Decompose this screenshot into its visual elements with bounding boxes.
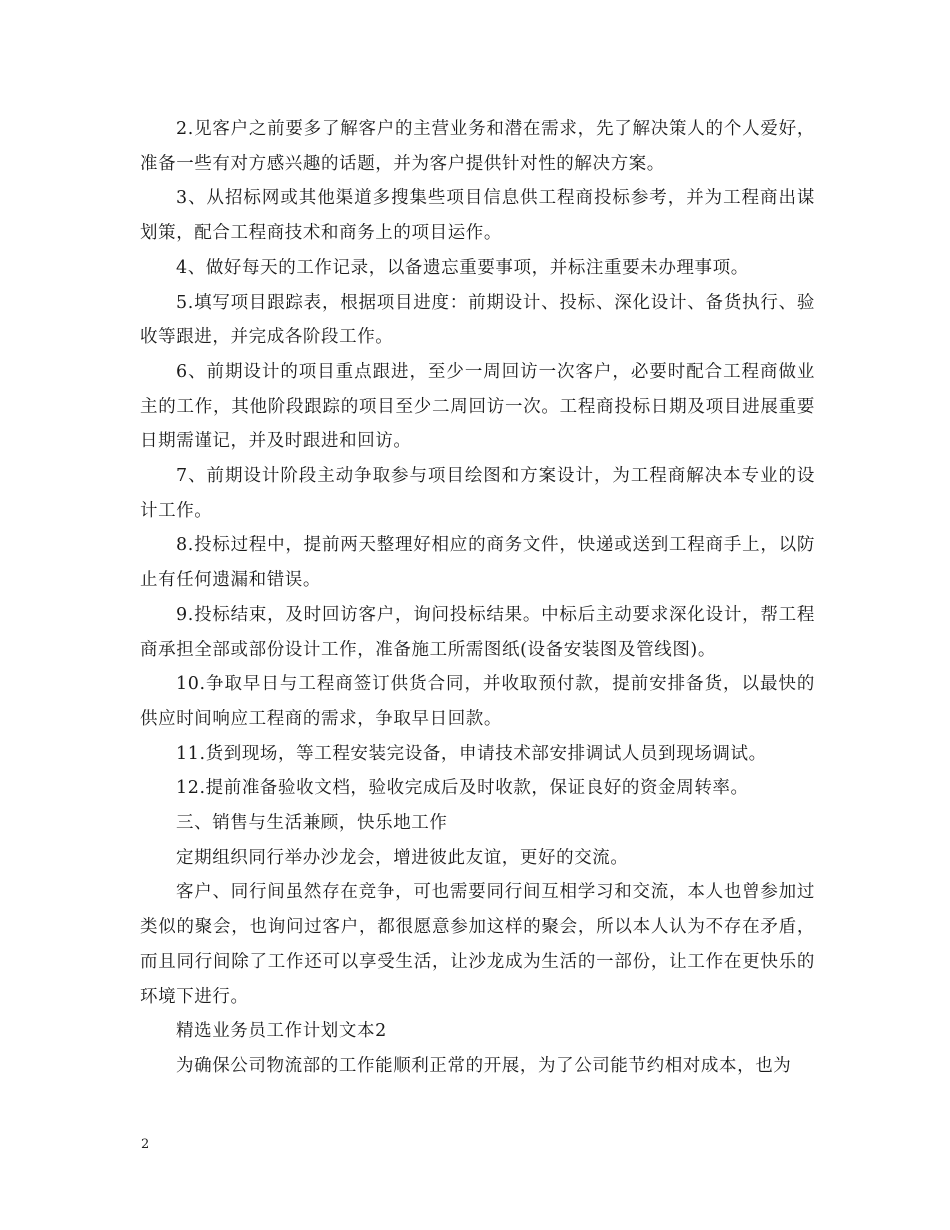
paragraph-item-12: 12.提前准备验收文档，验收完成后及时收款，保证良好的资金周转率。	[176, 778, 749, 799]
section-heading: 三、销售与生活兼顾，快乐地工作	[176, 813, 448, 834]
paragraph-item-8: 8.投标过程中，提前两天整理好相应的商务文件，快递或送到工程商手上，以防止有任何遗漏和错误。	[140, 535, 815, 591]
paragraph-item-2: 2.见客户之前要多了解客户的主营业务和潜在需求，先了解决策人的个人爱好，准备一些有对方感兴趣的话题，并为客户提供针对性的解决方案。	[140, 119, 815, 174]
document-subtitle: 精选业务员工作计划文本2	[176, 1021, 387, 1042]
page-number: 2	[141, 1137, 150, 1152]
paragraph-item-4: 4、做好每天的工作记录，以备遗忘重要事项，并标注重要未办理事项。	[176, 257, 749, 278]
paragraph-item-11: 11.货到现场，等工程安装完设备，申请技术部安排调试人员到现场调试。	[176, 743, 767, 764]
paragraph-competition: 客户、同行间虽然存在竞争，可也需要同行间互相学习和交流，本人也曾参加过类似的聚会，也询问过客户，都很愿意参加这样的聚会，所以本人认为不存在矛盾，而且同行间除了工作还可以享受生活，让沙龙成为生活的一部份，让工作在更快乐的环境下进行。	[140, 882, 815, 1007]
paragraph-item-10: 10.争取早日与工程商签订供货合同，并收取预付款，提前安排备货，以最快的供应时间响应工程商的需求，争取早日回款。	[140, 674, 815, 729]
paragraph-item-7: 7、前期设计阶段主动争取参与项目绘图和方案设计，为工程商解决本专业的设计工作。	[140, 466, 815, 521]
paragraph-item-3: 3、从招标网或其他渠道多搜集些项目信息供工程商投标参考，并为工程商出谋划策，配合工程商技术和商务上的项目运作。	[140, 188, 815, 244]
paragraph-logistics: 为确保公司物流部的工作能顺利正常的开展，为了公司能节约相对成本，也为	[176, 1055, 792, 1076]
paragraph-item-5: 5.填写项目跟踪表，根据项目进度：前期设计、投标、深化设计、备货执行、验收等跟进，并完成各阶段工作。	[140, 292, 815, 348]
document-body	[140, 112, 815, 1084]
paragraph-item-9: 9.投标结束，及时回访客户，询问投标结果。中标后主动要求深化设计，帮工程商承担全部或部份设计工作，准备施工所需图纸(设备安装图及管线图)。	[140, 604, 815, 660]
paragraph-salon: 定期组织同行举办沙龙会，增进彼此友谊，更好的交流。	[176, 847, 629, 868]
paragraph-item-6: 6、前期设计的项目重点跟进，至少一周回访一次客户，必要时配合工程商做业主的工作，其他阶段跟踪的项目至少二周回访一次。工程商投标日期及项目进展重要日期需谨记，并及时跟进和回访。	[140, 361, 815, 452]
